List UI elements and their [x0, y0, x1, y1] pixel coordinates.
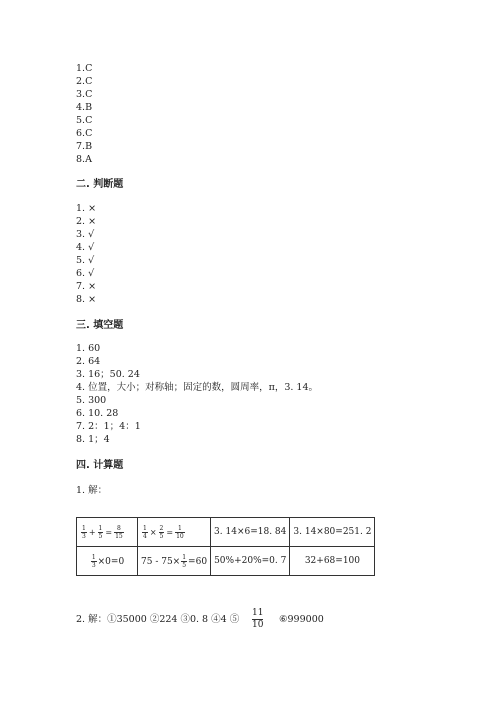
fill-answer-1: 1. 60	[76, 343, 101, 354]
mc-answer-4: 4.B	[76, 102, 93, 113]
fraction	[159, 525, 165, 540]
mc-answer-1: 1.C	[76, 63, 93, 74]
fraction	[98, 525, 104, 540]
judgement-answer-5: 5. √	[76, 255, 95, 266]
calc-sub2-answers: 2. 解：①35000 ②224 ③0. 8 ④4 ⑤	[76, 614, 240, 625]
denominator: 5	[159, 532, 164, 540]
table-cell	[138, 547, 211, 576]
numerator: 1	[82, 524, 86, 532]
table-row	[77, 518, 375, 547]
operator: ×	[149, 527, 157, 537]
denominator: 10	[252, 620, 264, 630]
mc-answer-2: 2.C	[76, 76, 93, 87]
numerator: 1	[98, 524, 103, 532]
judgement-answer-1: 1. ×	[76, 203, 97, 214]
denominator: 5	[98, 532, 103, 540]
denominator: 10	[176, 532, 184, 540]
mc-answer-7: 7.B	[76, 141, 93, 152]
numerator: 1	[175, 525, 185, 533]
judgement-answer-8: 8. ×	[76, 294, 97, 305]
calc-sub1-label: 1. 解：	[76, 485, 108, 496]
fraction	[181, 554, 187, 569]
fill-answer-4: 4. 位置，大小；对称轴；固定的数，圆周率，π，3. 14。	[76, 382, 319, 393]
table-cell: 50%+20%=0. 7	[211, 547, 290, 576]
fill-answer-6: 6. 10. 28	[76, 408, 119, 419]
calculation-table	[76, 517, 375, 576]
table-cell	[77, 518, 138, 547]
table-cell	[138, 518, 211, 547]
table-cell	[77, 547, 138, 576]
mc-answer-3: 3.C	[76, 89, 93, 100]
denominator: 15	[115, 532, 123, 540]
judgement-answer-4: 4. √	[76, 242, 95, 253]
fraction	[81, 525, 87, 540]
denominator: 3	[91, 561, 96, 569]
numerator: 11	[252, 608, 264, 618]
sub2-fraction	[252, 608, 263, 631]
denominator: 5	[182, 561, 187, 569]
operator: +	[88, 527, 96, 537]
expression-tail: =60	[188, 556, 208, 567]
calc-sub2-tail: ⑥999000	[279, 614, 324, 625]
equals-sign: =	[166, 527, 174, 537]
numerator: 8	[114, 525, 124, 533]
judgement-answer-6: 6. √	[76, 268, 95, 279]
judgement-answer-7: 7. ×	[76, 281, 97, 292]
fill-answer-3: 3. 16；50. 24	[76, 369, 140, 380]
expression-lead: 75 - 75×	[141, 556, 181, 567]
numerator: 2	[159, 524, 164, 532]
table-row	[77, 547, 375, 576]
mc-answer-8: 8.A	[76, 154, 92, 165]
fill-answer-7: 7. 2：1；4：1	[76, 421, 141, 432]
equals-sign: =	[105, 527, 113, 537]
section-heading-calculation: 四. 计算题	[76, 460, 124, 471]
section-heading-fill-blank: 三. 填空题	[76, 320, 124, 331]
mc-answer-5: 5.C	[76, 115, 93, 126]
fill-answer-8: 8. 1；4	[76, 434, 110, 445]
numerator: 1	[182, 553, 187, 561]
mc-answer-6: 6.C	[76, 128, 93, 139]
judgement-answer-2: 2. ×	[76, 216, 97, 227]
fraction	[142, 525, 148, 540]
table-cell: 3. 14×6=18. 84	[211, 518, 290, 547]
fraction	[91, 554, 97, 569]
denominator: 4	[143, 532, 147, 540]
section-heading-judgement: 二. 判断题	[76, 179, 124, 190]
table-cell: 32+68=100	[290, 547, 375, 576]
numerator: 1	[143, 524, 147, 532]
fraction	[114, 525, 124, 540]
fraction	[175, 525, 185, 540]
table-cell: 3. 14×80=251. 2	[290, 518, 375, 547]
denominator: 3	[82, 532, 86, 540]
fill-answer-5: 5. 300	[76, 395, 107, 406]
fill-answer-2: 2. 64	[76, 356, 101, 367]
judgement-answer-3: 3. √	[76, 229, 95, 240]
expression-tail: ×0=0	[97, 556, 125, 567]
numerator: 1	[91, 553, 96, 561]
